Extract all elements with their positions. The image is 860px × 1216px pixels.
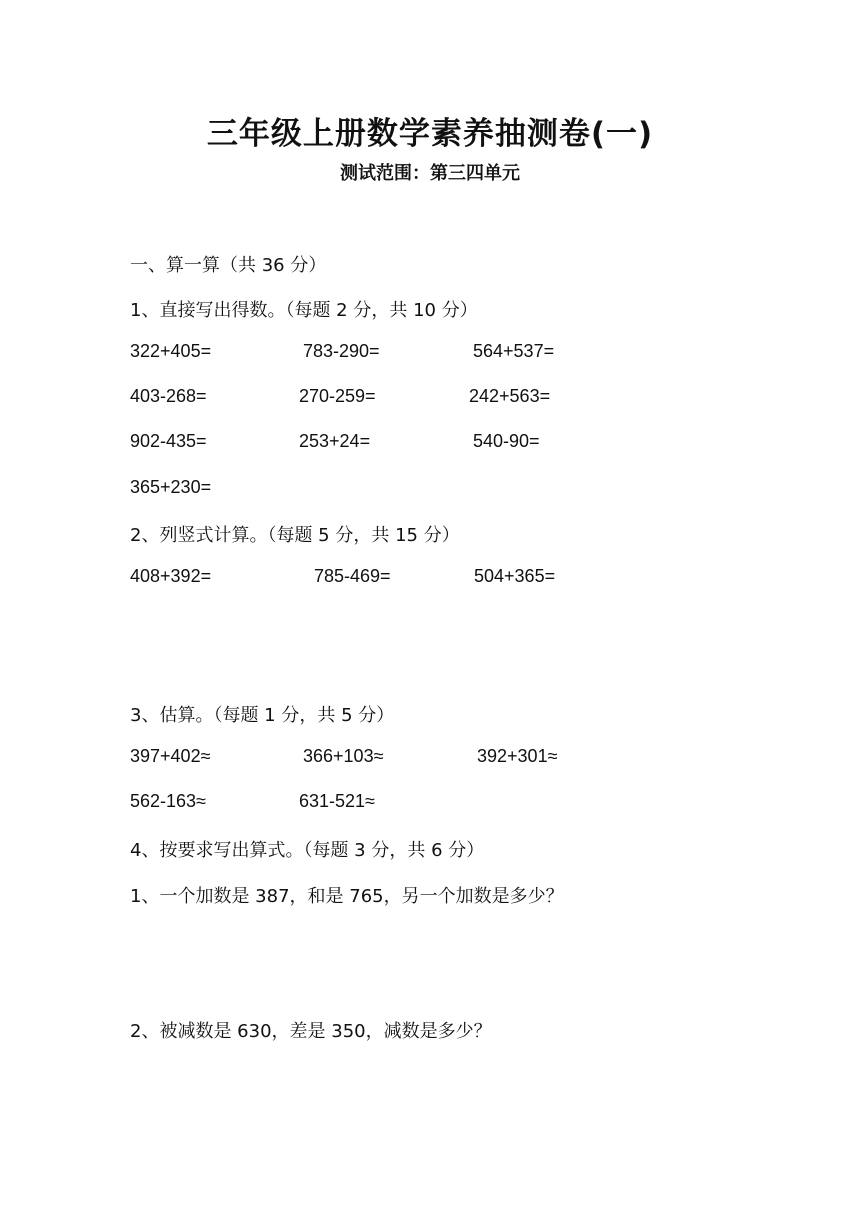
page-title: 三年级上册数学素养抽测卷(一) [206, 116, 654, 152]
question-4-heading: 4、按要求写出算式。（每题 3 分，共 6 分） [130, 840, 485, 861]
calc-item: 564+537= [473, 341, 555, 361]
test-scope: 测试范围：第三四单元 [340, 163, 520, 184]
question-2-heading: 2、列竖式计算。（每题 5 分，共 15 分） [130, 525, 460, 546]
estimate-item: 392+301≈ [477, 746, 558, 766]
word-problem: 1、一个加数是 387，和是 765，另一个加数是多少？ [130, 886, 564, 907]
estimate-item: 631-521≈ [299, 791, 375, 811]
estimate-item: 397+402≈ [130, 746, 211, 766]
section-heading: 一、算一算（共 36 分） [130, 255, 327, 276]
calc-item: 322+405= [130, 341, 212, 361]
vertical-calc-item: 408+392= [130, 566, 212, 586]
question-1-heading: 1、直接写出得数。（每题 2 分，共 10 分） [130, 300, 478, 321]
calc-item: 902-435= [130, 431, 207, 451]
calc-item: 365+230= [130, 477, 212, 497]
calc-item: 403-268= [130, 386, 207, 406]
word-problem: 2、被减数是 630，差是 350，减数是多少？ [130, 1021, 492, 1042]
calc-item: 253+24= [299, 431, 371, 451]
calc-item: 270-259= [299, 386, 376, 406]
question-3-heading: 3、估算。（每题 1 分，共 5 分） [130, 705, 395, 726]
estimate-item: 562-163≈ [130, 791, 206, 811]
vertical-calc-item: 504+365= [474, 566, 556, 586]
vertical-calc-item: 785-469= [314, 566, 391, 586]
calc-item: 540-90= [473, 431, 540, 451]
estimate-item: 366+103≈ [303, 746, 384, 766]
calc-item: 783-290= [303, 341, 380, 361]
calc-item: 242+563= [469, 386, 551, 406]
